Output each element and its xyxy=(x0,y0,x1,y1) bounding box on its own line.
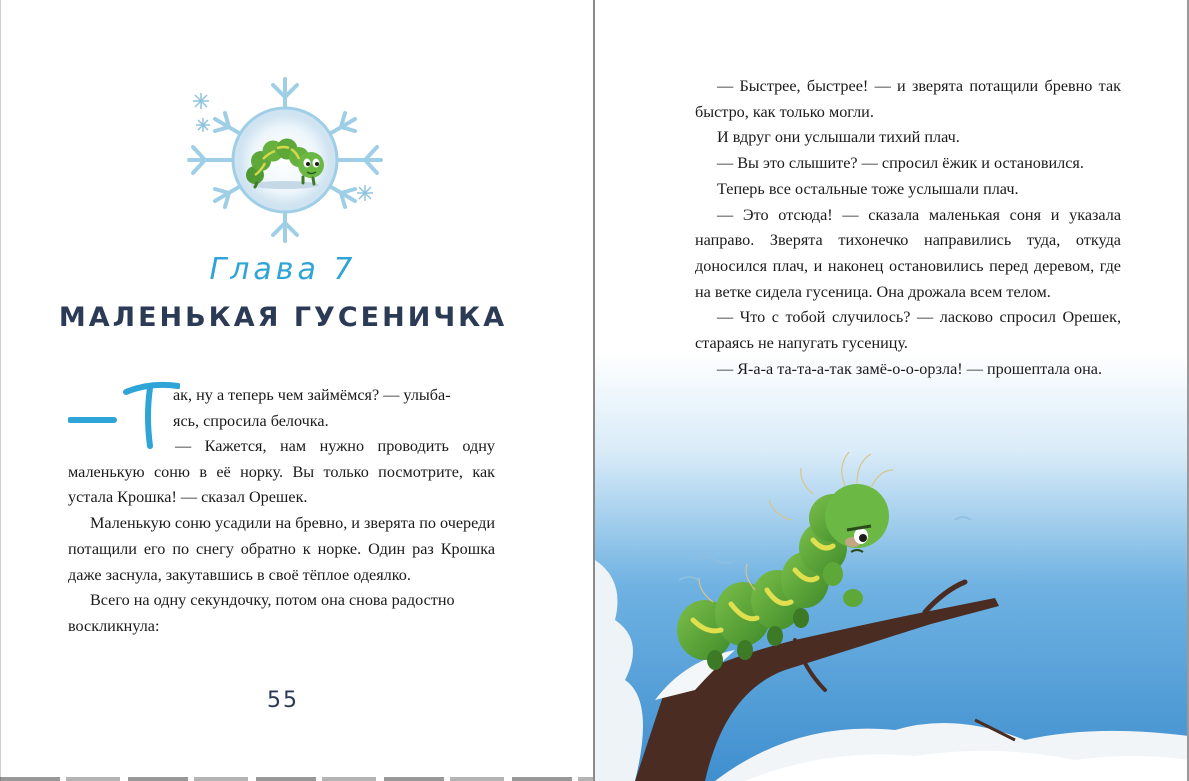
paragraph: — Кажется, нам нужно проводить одну маленькую соню в её норку. Вы только посмотрите, как устала Крошка! — сказал Орешек. xyxy=(68,437,495,507)
opening-lines xyxy=(173,383,495,434)
page-edge xyxy=(0,0,1,781)
right-body xyxy=(695,74,1121,382)
paragraph: — Что с тобой случилось? — ласково спросил Орешек, стараясь не напугать гусеницу. xyxy=(695,308,1121,353)
paragraph: — Вы это слышите? — спросил ёжик и остановился. xyxy=(717,154,1084,173)
snowflake-caterpillar-emblem xyxy=(185,75,385,245)
left-body xyxy=(68,434,495,640)
page-bottom-strip xyxy=(0,777,593,781)
opening-line-1: ак, ну а теперь чем займёмся? — улыба- xyxy=(173,386,451,404)
chapter-title: МАЛЕНЬКАЯ ГУСЕНИЧКА xyxy=(58,302,508,333)
paragraph: — Это отсюда! — сказала маленькая соня и указала направо. Зверята тихонечко направились туда, откуда доносился плач, и наконец остановились перед деревом, где на ветке сидела гусеница. Она дрожала всем телом. xyxy=(695,205,1121,301)
paragraph: Теперь все остальные тоже услышали плач. xyxy=(717,179,1019,198)
page-number: 55 xyxy=(267,688,299,713)
right-page xyxy=(595,0,1189,781)
paragraph: И вдруг они услышали тихий плач. xyxy=(717,128,960,147)
opening-line-2: ясь, спросила белочка. xyxy=(173,411,329,430)
paragraph: — Быстрее, быстрее! — и зверята потащили бревно так быстро, как только могли. xyxy=(695,77,1121,121)
paragraph: — Я-а-а та-та-а-так замё-о-о-орзла! — прошептала она. xyxy=(717,359,1103,378)
paragraph: Маленькую соню усадили на бревно, и зверята по очереди потащили его по снегу обратно к норке. Один раз Крошка даже заснула, закутавшись в своё тёплое одеялко. xyxy=(68,514,495,584)
left-page xyxy=(0,0,593,781)
paragraph: Всего на одну секундочку, потом она снова радостно воскликнула: xyxy=(68,591,455,635)
chapter-label: Глава 7 xyxy=(209,252,357,287)
